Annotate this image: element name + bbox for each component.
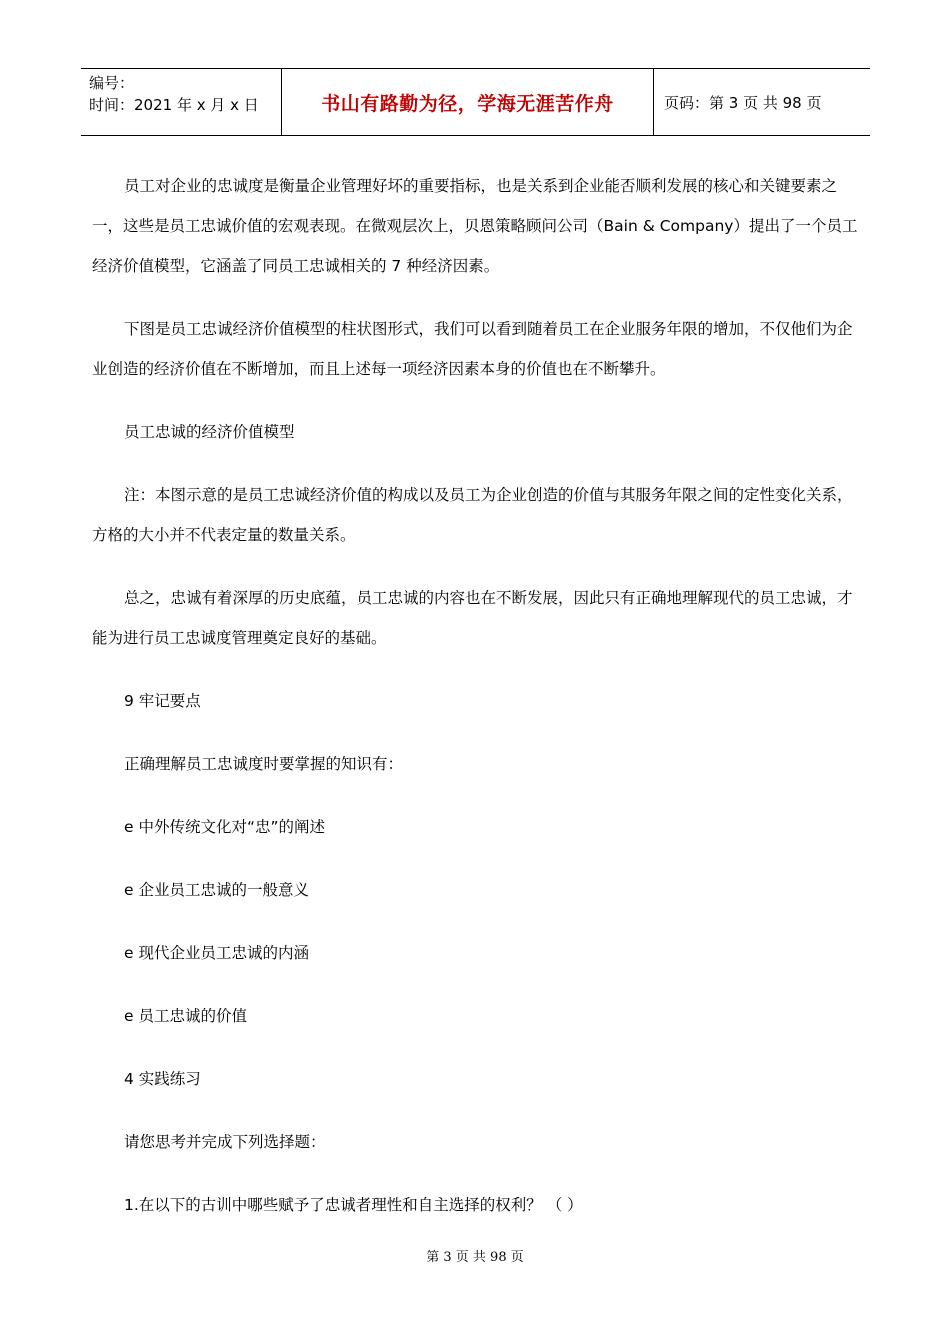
header-number-label: 编号： bbox=[89, 74, 135, 92]
question-1: 1.在以下的古训中哪些赋予了忠诚者理性和自主选择的权利？ （ ） bbox=[124, 1196, 583, 1214]
practice-intro: 请您思考并完成下列选择题： bbox=[124, 1133, 326, 1151]
page-header bbox=[81, 68, 870, 136]
page-footer: 第 3 页 共 98 页 bbox=[426, 1250, 524, 1265]
paragraph-model-title: 员工忠诚的经济价值模型 bbox=[124, 423, 295, 441]
header-meta bbox=[81, 69, 282, 135]
paragraph-intro: 员工对企业的忠诚度是衡量企业管理好坏的重要指标，也是关系到企业能否顺利发展的核心和关键要素之一，这些是员工忠诚价值的宏观表现。在微观层次上，贝恩策略顾问公司（Bain & Company）提出了一个员工经济价值模型，它涵盖了同员工忠诚相关的 7 种经济因素。 bbox=[92, 177, 858, 275]
paragraph-note: 注：本图示意的是员工忠诚经济价值的构成以及员工为企业创造的价值与其服务年限之间的定性变化关系，方格的大小并不代表定量的数量关系。 bbox=[92, 486, 853, 544]
document-body bbox=[92, 166, 862, 1248]
paragraph-chart-description: 下图是员工忠诚经济价值模型的柱状图形式，我们可以看到随着员工在企业服务年限的增加，不仅他们为企业创造的经济价值在不断增加，而且上述每一项经济因素本身的价值也在不断攀升。 bbox=[92, 320, 853, 378]
key-points-intro: 正确理解员工忠诚度时要掌握的知识有： bbox=[124, 755, 404, 773]
key-point-item: e 现代企业员工忠诚的内涵 bbox=[124, 944, 309, 962]
section-practice-heading: 4 实践练习 bbox=[124, 1070, 201, 1088]
section-key-points-heading: 9 牢记要点 bbox=[124, 692, 201, 710]
header-time-label: 时间：2021 年 x 月 x 日 bbox=[89, 96, 259, 114]
key-point-item: e 中外传统文化对“忠”的阐述 bbox=[124, 818, 326, 836]
key-point-item: e 企业员工忠诚的一般意义 bbox=[124, 881, 309, 899]
header-page-info: 页码：第 3 页 共 98 页 bbox=[664, 93, 822, 112]
header-motto: 书山有路勤为径，学海无涯苦作舟 bbox=[282, 69, 654, 135]
key-point-item: e 员工忠诚的价值 bbox=[124, 1007, 247, 1025]
paragraph-summary: 总之，忠诚有着深厚的历史底蕴，员工忠诚的内容也在不断发展，因此只有正确地理解现代的员工忠诚，才能为进行员工忠诚度管理奠定良好的基础。 bbox=[92, 589, 853, 647]
